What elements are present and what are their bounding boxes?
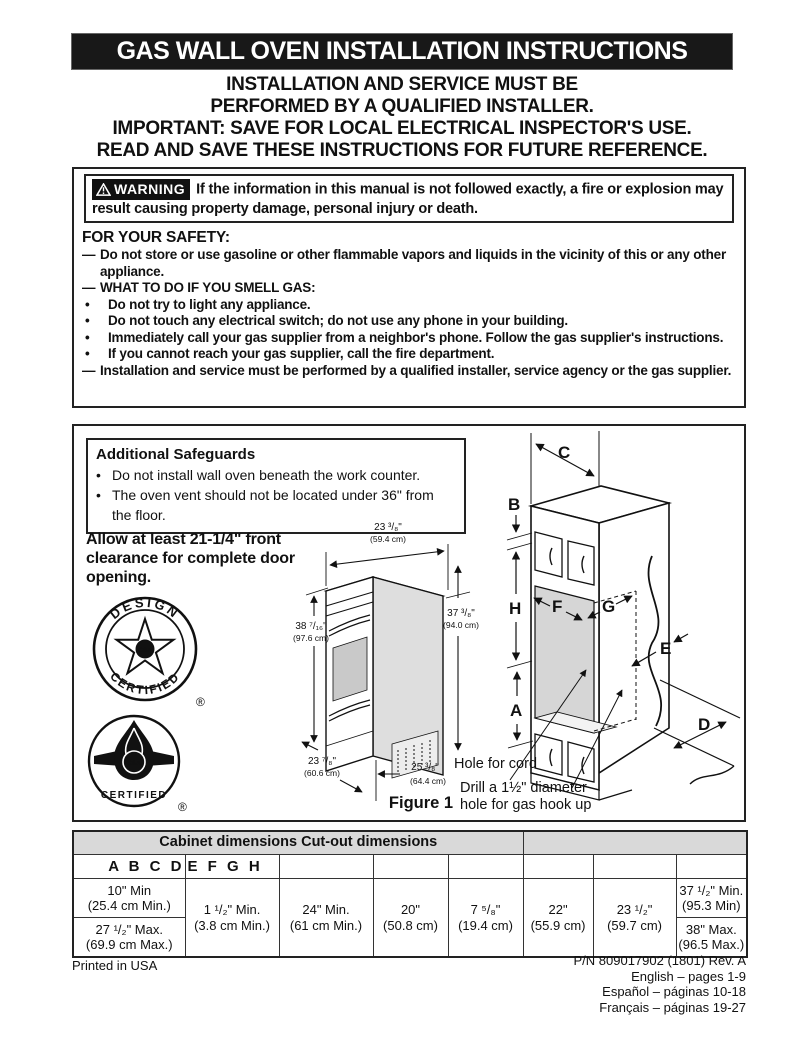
subtitle-line: READ AND SAVE THESE INSTRUCTIONS FOR FUTURE REFERENCE.: [96, 140, 708, 161]
cell-h-max: 38" Max. (96.5 Max.): [676, 918, 747, 958]
footer-language-line: English – pages 1-9: [631, 968, 746, 984]
cell-a-max: 27 ¹/₂" Max. (69.9 cm Max.): [73, 918, 185, 958]
safety-item: — Installation and service must be performed by a qualified installer, service agency or the gas supplier.: [82, 362, 732, 378]
registered-symbol: ®: [178, 800, 187, 814]
oven-depth-label: 23 ⁷/₈": [308, 756, 336, 767]
oven-left-height-label: 38 ⁷/₁₆": [295, 621, 327, 632]
safety-heading: FOR YOUR SAFETY:: [82, 229, 230, 246]
figure-caption: Figure 1: [388, 794, 454, 812]
cell-b: 1 ¹/₂" Min. (3.8 cm Min.): [185, 879, 279, 958]
oven-width-cm: (64.4 cm): [410, 776, 446, 786]
cutout-letter-c: C: [558, 443, 571, 462]
footer-part-info: [574, 953, 747, 1015]
title-bar: [71, 33, 733, 70]
warning-text: If the information in this manual is not followed exactly, a fire or explosion may result causing property damage, personal injury or death.: [92, 181, 724, 217]
table-header-row: [73, 831, 747, 855]
table-row: [73, 879, 747, 918]
oven-width-label: 25 ³/₈": [411, 762, 439, 773]
footer-language-line: Español – páginas 10-18: [602, 984, 746, 999]
page-title: GAS WALL OVEN INSTALLATION INSTRUCTIONS: [116, 37, 688, 65]
hole-for-cord-note: Hole for cord: [454, 756, 538, 772]
oven-depth-cm: (60.6 cm): [304, 768, 340, 778]
clearance-note: Allow at least 21-1/4" front clearance for complete door opening.: [86, 531, 295, 586]
letters-group-efgh: E F G H: [185, 855, 279, 879]
cutout-letter-d: D: [698, 715, 711, 734]
safety-content: [74, 225, 744, 379]
cutout-letter-f: F: [552, 597, 563, 616]
cell-e: 7 ⁵/₈" (19.4 cm): [448, 879, 523, 958]
safety-item: — Do not store or use gasoline or other flammable vapors and liquids in the vicinity of this or any other appliance.: [82, 247, 727, 279]
safety-section: [72, 167, 746, 408]
warning-box: [84, 174, 734, 223]
subtitle-line: INSTALLATION AND SERVICE MUST BE: [226, 74, 578, 95]
cutout-letter-b: B: [508, 495, 521, 514]
cutout-letter-g: G: [602, 597, 616, 616]
design-logo-mark: CSA: [138, 647, 152, 654]
figure-panel: [72, 424, 746, 822]
safeguard-item: • Do not install wall oven beneath the work counter.: [96, 467, 421, 483]
csa-logo-bottom-text: CERTIFIED: [100, 790, 168, 801]
cabinet-cutout-diagram: [502, 428, 744, 815]
safety-item: • Immediately call your gas supplier from a neighbor's phone. Follow the gas supplier's instructions.: [85, 329, 724, 345]
oven-right-height-cm: (94.0 cm): [443, 620, 479, 630]
drill-note-line: hole for gas hook up: [460, 797, 592, 813]
cutout-letter-e: E: [660, 639, 672, 658]
cell-d: 20" (50.8 cm): [373, 879, 448, 958]
design-logo-bottom-text: CERTIFIED: [107, 669, 183, 698]
safety-item: • Do not touch any electrical switch; do not use any phone in your building.: [85, 313, 568, 328]
subtitle-line: IMPORTANT: SAVE FOR LOCAL ELECTRICAL INSPECTOR'S USE.: [112, 118, 692, 139]
drill-note-line: Drill a 1½" diameter: [460, 780, 587, 796]
cutout-letter-a: A: [510, 701, 523, 720]
page-footer: [72, 953, 746, 1015]
csa-certified-logo: [86, 712, 190, 814]
printed-in-usa: Printed in USA: [72, 958, 158, 973]
safety-item: • Do not try to light any appliance.: [85, 296, 311, 312]
subtitle-line: PERFORMED BY A QUALIFIED INSTALLER.: [210, 96, 594, 117]
warning-triangle-icon: [96, 183, 111, 196]
dimensions-table: [72, 830, 748, 958]
table-header-empty: [523, 831, 747, 855]
warning-badge: [92, 179, 190, 200]
subtitle-block: [72, 74, 732, 162]
safeguard-item: • The oven vent should not be located under 36" from the floor.: [96, 487, 434, 523]
cell-h-min: 37 ¹/₂" Min. (95.3 Min): [676, 879, 747, 918]
design-certified-logo: [90, 594, 206, 710]
registered-symbol: ®: [196, 695, 205, 709]
footer-language-line: Français – páginas 19-27: [599, 999, 746, 1015]
csa-logo-mark: CSA: [127, 760, 141, 767]
cell-g: 23 ¹/₂" (59.7 cm): [593, 879, 676, 958]
oven-top-width-cm: (59.4 cm): [370, 534, 406, 544]
letters-group-abcd: A B C D: [73, 855, 185, 879]
oven-left-height-cm: (97.6 cm): [293, 633, 329, 643]
cell-c: 24" Min. (61 cm Min.): [279, 879, 373, 958]
safety-item: • If you cannot reach your gas supplier, call the fire department.: [85, 346, 495, 361]
oven-top-width-label: 23 ³/₈": [374, 522, 402, 533]
oven-right-height-label: 37 ³/₈": [447, 608, 475, 619]
design-logo-top-text: DESIGN: [106, 594, 184, 623]
table-letters-row: [73, 855, 747, 879]
oven-diagram: [280, 518, 495, 820]
table-header: Cabinet dimensions Cut-out dimensions: [73, 831, 523, 855]
cell-a-min: 10" Min (25.4 cm Min.): [73, 879, 185, 918]
part-number: P/N 809017902 (1801) Rev. A: [573, 953, 746, 968]
cell-f: 22" (55.9 cm): [523, 879, 593, 958]
warning-label: WARNING: [114, 181, 186, 197]
safeguards-heading: Additional Safeguards: [96, 446, 256, 463]
safety-item: — WHAT TO DO IF YOU SMELL GAS:: [82, 280, 316, 295]
cutout-letter-h: H: [509, 599, 522, 618]
